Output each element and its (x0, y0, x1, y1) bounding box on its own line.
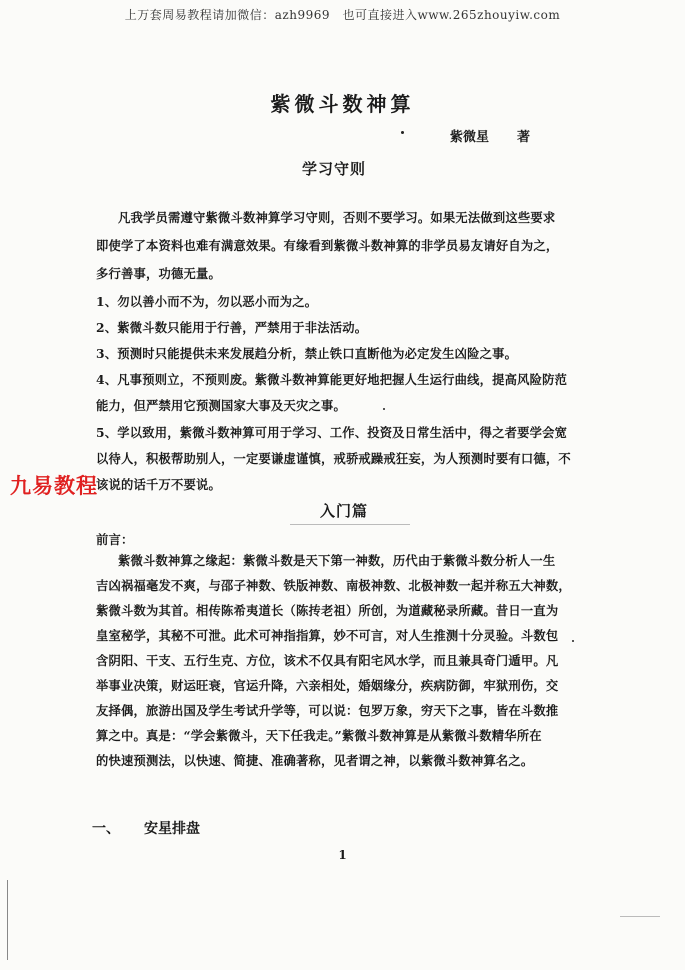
rules-line: 凡我学员需遵守紫微斗数神算学习守则，否则不要学习。如果无法做到这些要求 (118, 210, 556, 225)
preface-label: 前言： (96, 532, 134, 547)
author-suffix: 著 (517, 130, 531, 145)
section-heading (92, 818, 200, 838)
book-title: 紫微斗数神算 (270, 92, 415, 116)
scan-speck (401, 131, 404, 134)
intro-line: 紫微斗数为其首。相传陈希夷道长（陈抟老祖）所创，为道藏秘录所藏。昔日一直为 (96, 603, 559, 618)
intro-line: 举事业决策，财运旺衰，官运升降，六亲相处，婚姻缘分，疾病防御，牢狱刑伤，交 (96, 678, 559, 693)
intro-heading: 入门篇 (320, 502, 369, 520)
intro-line: 吉凶祸福毫发不爽，与邵子神数、铁版神数、南极神数、北极神数一起并称五大神数， (96, 578, 571, 593)
rule-item: 能力，但严禁用它预测国家大事及天灾之事。 (96, 398, 346, 413)
rule-item: 2、紫微斗数只能用于行善，严禁用于非法活动。 (96, 320, 368, 335)
watermark: 九易教程 (10, 474, 98, 498)
scan-edge-line (7, 880, 8, 960)
intro-line: 友择偶，旅游出国及学生考试升学等，可以说：包罗万象，穷天下之事，皆在斗数推 (96, 703, 559, 718)
scan-streak (290, 524, 410, 525)
rule-item: 以待人，积极帮助别人，一定要谦虚谨慎，戒骄戒躁戒狂妄，为人预测时要有口德，不 (96, 451, 571, 466)
rule-item: 4、凡事预则立，不预则废。紫微斗数神算能更好地把握人生运行曲线，提高风险防范 (96, 372, 568, 387)
rule-item: 1、勿以善小而不为，勿以恶小而为之。 (96, 294, 318, 309)
rules-line: 即使学了本资料也难有满意效果。有缘看到紫微斗数神算的非学员易友请好自为之， (96, 238, 559, 253)
rule-item: 3、预测时只能提供未来发展趋分析，禁止铁口直断他为必定发生凶险之事。 (96, 346, 518, 361)
scan-speck (572, 640, 574, 642)
page-number: 1 (338, 848, 347, 862)
scan-speck (383, 408, 385, 410)
rule-item: 5、学以致用，紫微斗数神算可用于学习、工作、投资及日常生活中，得之者要学会宽 (96, 425, 568, 440)
intro-line: 紫微斗数神算之缘起：紫微斗数是天下第一神数，历代由于紫微斗数分析人一生 (118, 553, 556, 568)
author-name: 紫微星 (450, 130, 490, 145)
scan-streak (620, 916, 660, 917)
intro-line: 含阴阳、干支、五行生克、方位，该术不仅具有阳宅风水学，而且兼具奇门遁甲。凡 (96, 653, 559, 668)
rules-line: 多行善事，功德无量。 (96, 266, 221, 281)
intro-line: 算之中。真是：“学会紫微斗，天下任我走。”紫微斗数神算是从紫微斗数精华所在 (96, 728, 542, 743)
promo-banner: 上万套周易教程请加微信：azh9969 也可直接进入www.265zhouyiw.com (124, 8, 561, 22)
section-title: 安星排盘 (144, 821, 200, 837)
intro-line: 皇室秘学，其秘不可泄。此术可神指指算，妙不可言，对人生推测十分灵验。斗数包 (96, 628, 559, 643)
rule-item: 该说的话千万不要说。 (96, 477, 221, 492)
intro-line: 的快速预测法，以快速、简捷、准确著称，见者谓之神，以紫微斗数神算名之。 (96, 753, 534, 768)
section-number: 一、 (92, 821, 120, 837)
rules-heading: 学习守则 (302, 160, 367, 178)
